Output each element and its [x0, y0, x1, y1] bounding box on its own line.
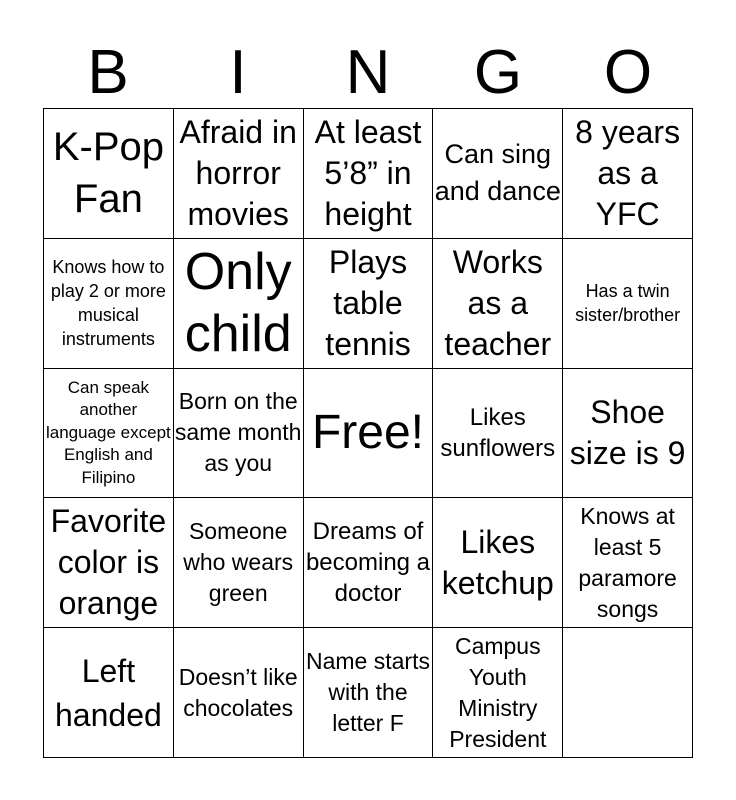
cell-text: Shoe size is 9	[569, 393, 686, 471]
cell-text: Name starts with the letter F	[306, 648, 430, 737]
bingo-cell[interactable]	[563, 239, 693, 369]
cell-text: 8 years as a YFC	[575, 113, 681, 232]
cell-text: Someone who wears green	[183, 518, 294, 607]
header-letter-b: B	[87, 38, 129, 107]
cell-text: Knows how to play 2 or more musical instruments	[50, 257, 166, 350]
bingo-cell[interactable]	[563, 109, 693, 239]
cell-text: Afraid in horror movies	[179, 113, 297, 232]
cell-text: Left handed	[55, 652, 162, 733]
header-letter-n: N	[345, 38, 391, 107]
cell-text: Knows at least 5 paramore songs	[578, 502, 677, 622]
bingo-cell[interactable]	[44, 239, 174, 369]
bingo-cell[interactable]	[433, 239, 563, 369]
bingo-cell[interactable]	[174, 109, 304, 239]
bingo-header	[43, 38, 693, 108]
header-letter-i: I	[229, 38, 247, 107]
bingo-cell[interactable]	[563, 628, 693, 758]
cell-text: Can speak another language except English and Filipino	[46, 377, 171, 487]
bingo-grid	[43, 108, 693, 758]
cell-text: Campus Youth Ministry President	[449, 632, 547, 752]
cell-text: K-Pop Fan	[52, 125, 164, 222]
bingo-cell[interactable]	[304, 628, 434, 758]
bingo-cell[interactable]	[44, 109, 174, 239]
bingo-cell[interactable]	[304, 369, 434, 499]
bingo-cell[interactable]	[174, 369, 304, 499]
bingo-cell[interactable]	[304, 498, 434, 628]
cell-text: Plays table tennis	[325, 243, 411, 362]
cell-text: Dreams of becoming a doctor	[305, 518, 431, 608]
cell-text: Favorite color is orange	[50, 503, 167, 622]
bingo-cell[interactable]	[44, 498, 174, 628]
cell-text: Has a twin sister/brother	[575, 281, 681, 326]
cell-text: Can sing and dance	[434, 139, 561, 207]
bingo-cell[interactable]	[174, 498, 304, 628]
bingo-cell[interactable]	[433, 109, 563, 239]
bingo-cell[interactable]	[304, 109, 434, 239]
bingo-cell[interactable]	[174, 628, 304, 758]
bingo-cell[interactable]	[174, 239, 304, 369]
bingo-cell[interactable]	[563, 498, 693, 628]
cell-text: Doesn’t like chocolates	[178, 663, 298, 721]
header-letter-g: G	[473, 38, 523, 107]
cell-text: Works as a teacher	[444, 243, 552, 362]
bingo-cell[interactable]	[433, 369, 563, 499]
cell-text: At least 5’8” in height	[314, 113, 422, 232]
header-letter-o: O	[603, 38, 653, 107]
cell-text: Only child	[184, 243, 292, 364]
bingo-cell[interactable]	[433, 628, 563, 758]
bingo-cell[interactable]	[44, 369, 174, 499]
cell-text: Likes sunflowers	[440, 403, 556, 462]
bingo-cell[interactable]	[304, 239, 434, 369]
cell-text: Likes ketchup	[441, 523, 554, 601]
cell-text: Born on the same month as you	[174, 388, 302, 477]
free-space: Free!	[311, 405, 424, 459]
bingo-cell[interactable]	[433, 498, 563, 628]
bingo-cell[interactable]	[44, 628, 174, 758]
bingo-cell[interactable]	[563, 369, 693, 499]
